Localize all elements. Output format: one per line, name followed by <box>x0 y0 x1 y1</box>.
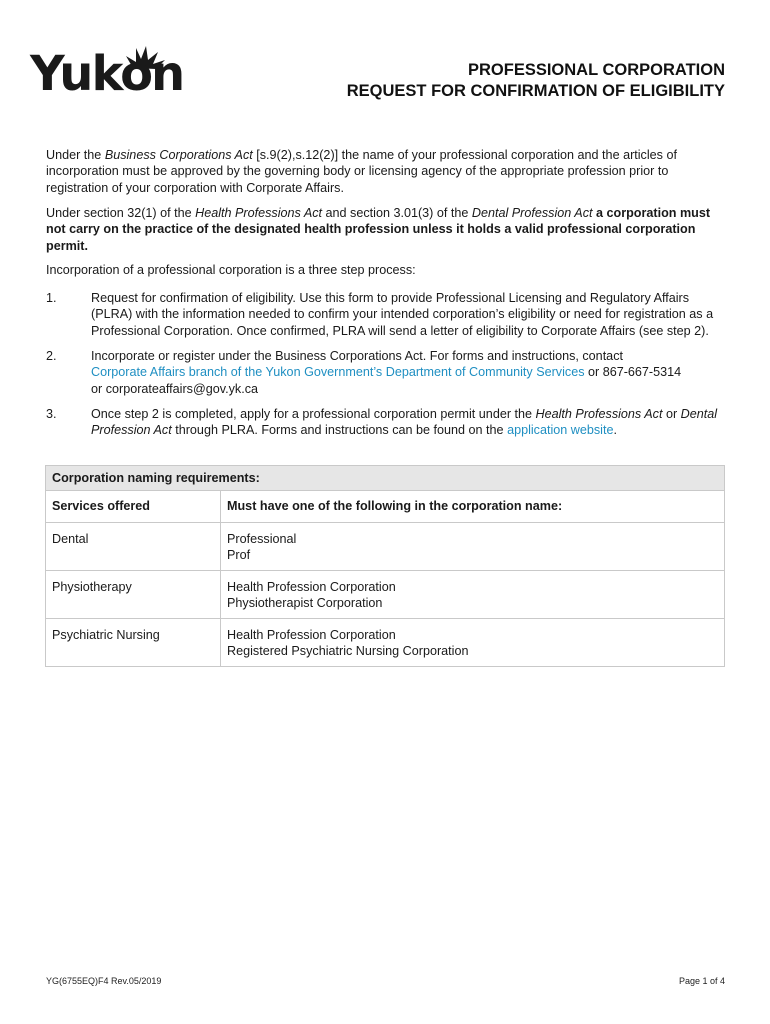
step-2-text-a: Incorporate or register under the Business Corporations Act. For forms and instructions, contact <box>91 349 623 363</box>
step-1-number: 1. <box>46 291 57 305</box>
p1-act: Business Corporations Act <box>104 148 253 162</box>
p1-text-a: Under the <box>46 148 105 162</box>
name-option: Professional <box>227 532 297 546</box>
names-cell <box>221 571 725 619</box>
p2-text-a: Under section 32(1) of the <box>46 206 196 220</box>
title-line-2: REQUEST FOR CONFIRMATION OF ELIGIBILITY <box>346 82 725 100</box>
step-3 <box>46 406 726 439</box>
step-3-text-c: through PLRA. Forms and instructions can be found on the <box>171 423 508 438</box>
name-option: Prof <box>227 548 251 563</box>
names-cell <box>221 523 725 571</box>
p2-act-2: Dental Profession Act <box>471 206 593 220</box>
step-3-text-a: Once step 2 is completed, apply for a professional corporation permit under the <box>91 407 536 421</box>
p2-text-b: and section 3.01(3) of the <box>322 206 472 220</box>
table-title-row <box>46 466 725 491</box>
logo-wordmark: Yukon <box>30 46 184 102</box>
step-2-number: 2. <box>46 349 57 363</box>
name-option: Health Profession Corporation <box>227 628 396 642</box>
naming-requirements-table <box>45 465 725 667</box>
step-3-text <box>91 406 726 439</box>
step-2-email: or corporateaffairs@gov.yk.ca <box>91 381 259 396</box>
table-row <box>46 619 725 667</box>
name-option: Physiotherapist Corporation <box>227 596 383 611</box>
application-website-link[interactable]: application website <box>507 423 614 438</box>
step-3-text-b: or <box>662 407 681 421</box>
step-2 <box>46 348 726 397</box>
service-cell: Physiotherapy <box>46 571 221 619</box>
title-line-1: PROFESSIONAL CORPORATION <box>468 61 725 79</box>
p1-text-b: [s.9(2),s.12(2)] the name of your professional corporation and the articles of incorporation must be approved by the governing body or licensing agency of the appropriate profession prior to registration of your corporation with Corporate Affairs. <box>46 148 677 195</box>
names-cell <box>221 619 725 667</box>
intro-paragraph-3: Incorporation of a professional corporation is a three step process: <box>46 263 416 277</box>
table-header-row <box>46 491 725 523</box>
service-cell: Psychiatric Nursing <box>46 619 221 667</box>
page-title <box>347 60 725 102</box>
step-2-phone: or 867-667-5314 <box>584 365 682 380</box>
column-header-names: Must have one of the following in the corporation name: <box>221 491 725 523</box>
form-code: YG(6755EQ)F4 Rev.05/2019 <box>46 976 162 986</box>
name-option: Registered Psychiatric Nursing Corporation <box>227 644 469 659</box>
step-3-number: 3. <box>46 407 57 421</box>
step-1-text: Request for confirmation of eligibility. Use this form to provide Professional Licensing and Regulatory Affairs (PLRA) with the information needed to confirm your intended corporation’s eligibility or need for registration as a Professional Corporation. Once confirmed, PLRA will send a letter of eligibility to Corporate Affairs (see step 2). <box>91 291 714 338</box>
page-number: Page 1 of 4 <box>678 976 725 986</box>
p2-act-1: Health Professions Act <box>195 206 323 220</box>
column-header-services: Services offered <box>46 491 221 523</box>
table-title: Corporation naming requirements: <box>46 466 725 491</box>
step-3-act-1: Health Professions Act <box>535 407 663 421</box>
step-3-act-2: Dental Profession Act <box>91 407 718 438</box>
step-3-text-d: . <box>613 423 617 438</box>
table-row <box>46 523 725 571</box>
yukon-logo <box>30 42 184 104</box>
service-cell: Dental <box>46 523 221 571</box>
intro-paragraph-1 <box>46 147 726 196</box>
step-2-text <box>91 348 726 397</box>
p2-bold-text: a corporation must not carry on the practice of the designated health profession unless it holds a valid professional corporation permit. <box>46 206 711 253</box>
intro-paragraph-2 <box>46 205 726 254</box>
name-option: Health Profession Corporation <box>227 580 396 594</box>
table-row <box>46 571 725 619</box>
corporate-affairs-link[interactable]: Corporate Affairs branch of the Yukon Government’s Department of Community Services <box>91 365 585 380</box>
step-1 <box>46 290 726 339</box>
